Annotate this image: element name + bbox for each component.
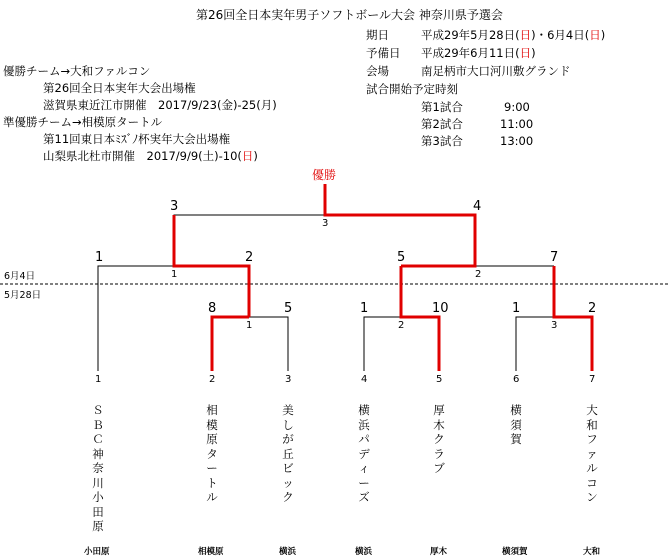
path-team2 bbox=[212, 317, 249, 371]
score-r1-c1: 1 bbox=[512, 301, 521, 316]
runner-up-team: 準優勝チーム→相模原タートル bbox=[3, 115, 163, 129]
score-r1-b2: 10 bbox=[432, 301, 449, 316]
team-seed: 5 bbox=[436, 374, 443, 385]
team-seed: 6 bbox=[513, 374, 520, 385]
game-number-semi-right: 2 bbox=[475, 269, 482, 280]
path-team5 bbox=[401, 266, 439, 371]
team-seed: 7 bbox=[589, 374, 596, 385]
game-number-final: 3 bbox=[322, 218, 329, 229]
team-name: 大和ファルコン bbox=[586, 403, 598, 504]
team-name: 厚木クラブ bbox=[433, 403, 445, 475]
game-number-semi-left: 1 bbox=[171, 269, 178, 280]
game-3-name: 第3試合 bbox=[421, 134, 463, 148]
team-seed: 4 bbox=[361, 374, 368, 385]
path-team4 bbox=[364, 317, 401, 371]
score-r1-c2: 2 bbox=[588, 301, 597, 316]
team-area: 横浜 bbox=[279, 547, 297, 557]
runner-venue-day: 日 bbox=[241, 149, 254, 163]
venue-value: 南足柄市大口河川敷グランド bbox=[421, 64, 571, 78]
team-name: 横浜パディーズ bbox=[358, 403, 370, 504]
period-day-2: 日 bbox=[589, 28, 601, 42]
team-seed: 3 bbox=[285, 374, 292, 385]
game-number-r1-c: 3 bbox=[551, 320, 558, 331]
runner-up-qualification: 第11回東日本ﾐｽﾞﾉ杯実年大会出場権 bbox=[43, 132, 231, 146]
team-name: 相模原タートル bbox=[206, 403, 218, 504]
venue-label: 会場 bbox=[366, 64, 389, 78]
reserve-day: 日 bbox=[519, 46, 532, 60]
path-team6 bbox=[516, 317, 554, 371]
game-1-name: 第1試合 bbox=[421, 100, 463, 114]
team-name: ＳＢＣ神奈川小田原 bbox=[92, 403, 104, 533]
period-text-1: 平成29年5月28日( bbox=[421, 28, 520, 42]
team-name: 美しが丘ビック bbox=[282, 403, 294, 504]
team-seed: 2 bbox=[209, 374, 216, 385]
score-semi-right-a: 5 bbox=[397, 250, 406, 265]
team-area: 横須賀 bbox=[502, 547, 528, 557]
score-semi-left-a: 1 bbox=[95, 250, 104, 265]
winner-qualification: 第26回全日本実年大会出場権 bbox=[43, 81, 196, 95]
score-r1-b1: 1 bbox=[360, 301, 369, 316]
game-2-name: 第2試合 bbox=[421, 117, 463, 131]
team-name: 横須賀 bbox=[510, 403, 522, 446]
winner-venue: 滋賀県東近江市開催 2017/9/23(金)-25(月) bbox=[43, 98, 277, 112]
path-team3 bbox=[249, 317, 288, 371]
champion-label: 優勝 bbox=[312, 168, 337, 182]
winner-team: 優勝チーム→大和ファルコン bbox=[3, 64, 151, 78]
score-r1-a1: 8 bbox=[208, 301, 217, 316]
page-title: 第26回全日本実年男子ソフトボール大会 神奈川県予選会 bbox=[196, 8, 503, 22]
game-1-time: 9:00 bbox=[504, 100, 530, 114]
game-2-time: 11:00 bbox=[500, 117, 534, 131]
team-area: 横浜 bbox=[355, 547, 373, 557]
game-number-r1-a: 1 bbox=[246, 320, 253, 331]
score-final-right: 4 bbox=[473, 199, 482, 214]
runner-venue-text-1: 山梨県北杜市開催 2017/9/9(土)-10( bbox=[43, 149, 242, 163]
bracket-red-paths bbox=[174, 184, 592, 371]
team-area: 小田原 bbox=[84, 547, 110, 557]
game-3-time: 13:00 bbox=[500, 134, 534, 148]
bracket-black-paths bbox=[98, 215, 554, 371]
period-day-1: 日 bbox=[519, 28, 532, 42]
reserve-text-2: ) bbox=[531, 46, 536, 60]
runner-venue-text-2: ) bbox=[253, 149, 258, 163]
period-text-3: ) bbox=[600, 28, 606, 42]
start-time-label: 試合開始予定時刻 bbox=[366, 82, 458, 96]
path-team7 bbox=[554, 266, 592, 371]
period-label: 期日 bbox=[366, 28, 389, 42]
team-area: 大和 bbox=[583, 547, 601, 557]
path-team1 bbox=[98, 266, 174, 371]
date-lower: 5月28日 bbox=[4, 290, 42, 301]
reserve-text-1: 平成29年6月11日( bbox=[421, 46, 520, 60]
score-r1-a2: 5 bbox=[284, 301, 293, 316]
score-semi-right-b: 7 bbox=[550, 250, 559, 265]
team-area: 相模原 bbox=[198, 547, 224, 557]
score-semi-left-b: 2 bbox=[245, 250, 254, 265]
score-final-left: 3 bbox=[170, 199, 179, 214]
team-area: 厚木 bbox=[430, 547, 448, 557]
reserve-label: 予備日 bbox=[366, 46, 401, 60]
period-text-2: )・6月4日( bbox=[531, 28, 590, 42]
date-upper: 6月4日 bbox=[4, 271, 36, 282]
game-number-r1-b: 2 bbox=[398, 320, 405, 331]
team-seed: 1 bbox=[95, 374, 102, 385]
